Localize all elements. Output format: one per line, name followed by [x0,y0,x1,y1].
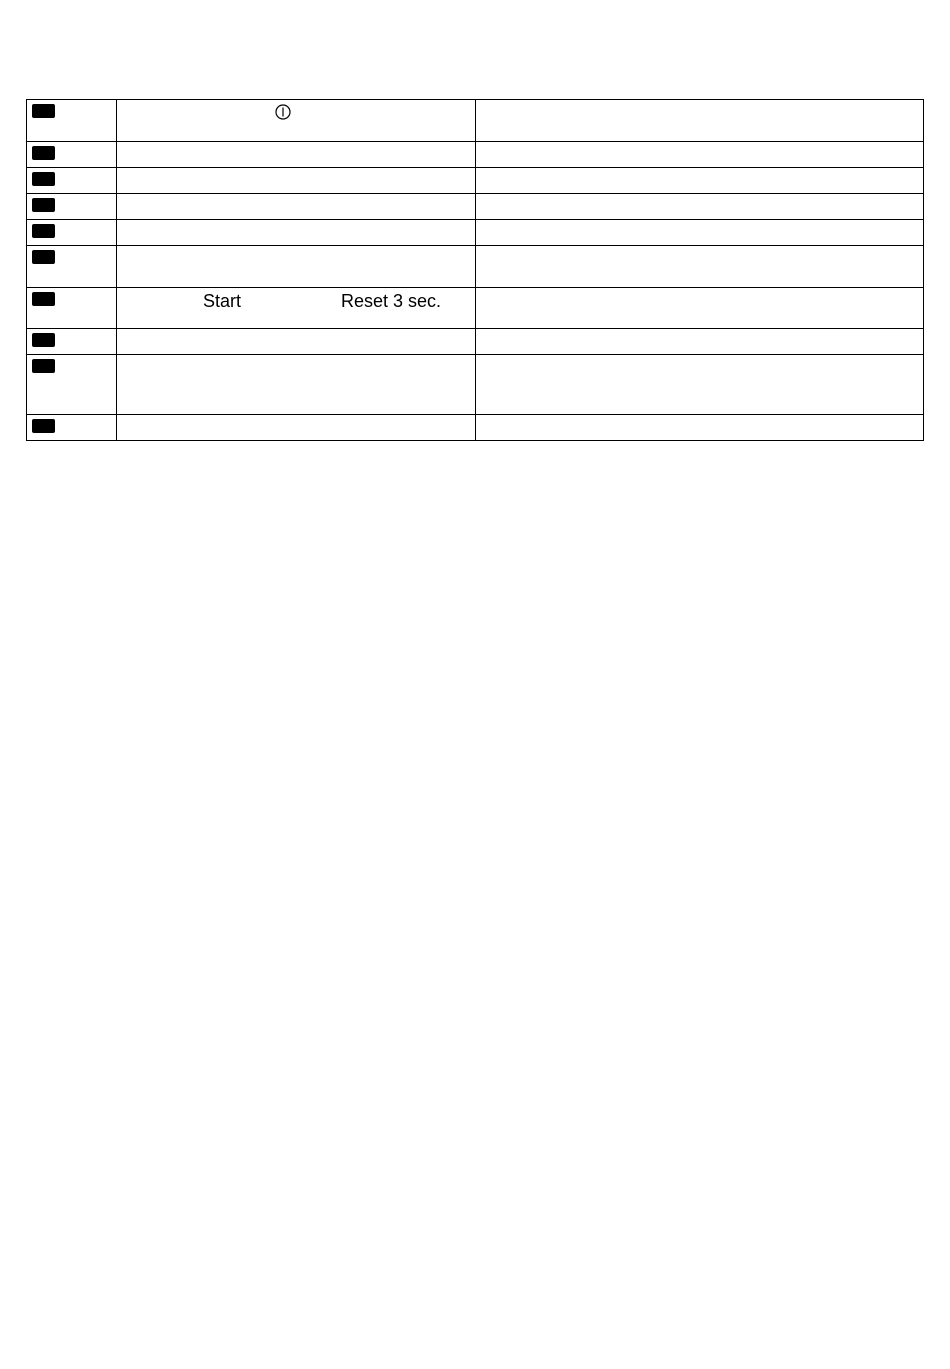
description-cell [476,220,924,246]
control-cell [117,142,476,168]
key-block-icon [32,172,55,186]
key-cell [27,100,117,142]
key-block-icon [32,104,55,118]
control-cell [117,100,476,142]
power-symbol-icon [275,104,291,120]
table-row [27,220,924,246]
description-cell [476,355,924,415]
start-label: Start [203,291,242,311]
control-cell [117,329,476,355]
control-cell [117,288,476,329]
description-cell [476,329,924,355]
key-block-icon [32,146,55,160]
key-block-icon [32,292,55,306]
description-cell [476,100,924,142]
key-cell [27,288,117,329]
control-cell [117,246,476,288]
key-block-icon [32,224,55,238]
table-row [27,415,924,441]
key-cell [27,329,117,355]
table-row [27,100,924,142]
description-cell [476,168,924,194]
key-cell [27,246,117,288]
table-row [27,246,924,288]
key-cell [27,168,117,194]
controls-table [26,99,924,441]
control-cell [117,194,476,220]
control-cell [117,220,476,246]
key-cell [27,142,117,168]
description-cell [476,415,924,441]
description-cell [476,288,924,329]
key-cell [27,194,117,220]
table-row [27,168,924,194]
reset-label: Reset 3 sec. [341,291,442,311]
key-block-icon [32,333,55,347]
key-cell [27,355,117,415]
description-cell [476,194,924,220]
table-row [27,288,924,329]
table-row [27,142,924,168]
description-cell [476,246,924,288]
controls-table-container [26,99,923,441]
key-block-icon [32,198,55,212]
key-block-icon [32,250,55,264]
key-cell [27,415,117,441]
key-block-icon [32,359,55,373]
key-cell [27,220,117,246]
table-row [27,329,924,355]
control-cell [117,168,476,194]
control-cell [117,355,476,415]
key-block-icon [32,419,55,433]
table-row [27,194,924,220]
description-cell [476,142,924,168]
table-row [27,355,924,415]
control-cell [117,415,476,441]
